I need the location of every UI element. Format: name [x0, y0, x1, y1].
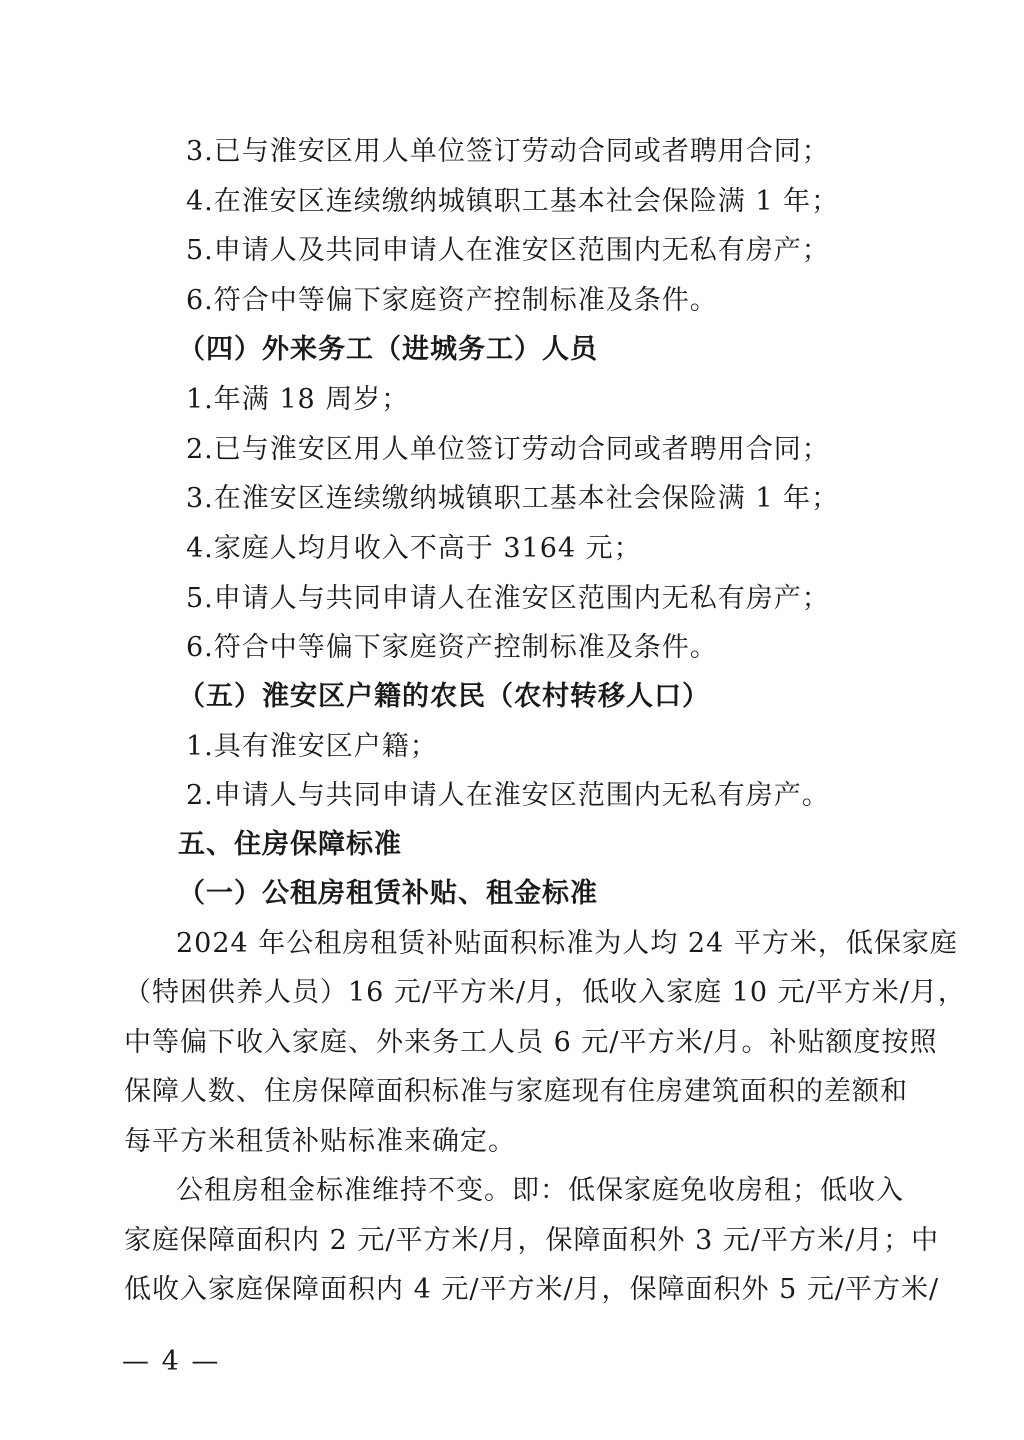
paragraph-line: 家庭保障面积内 2 元/平方米/月，保障面积外 3 元/平方米/月；中	[124, 1225, 940, 1256]
subsection-heading: （一）公租房租赁补贴、租金标准	[178, 878, 598, 909]
paragraph-line: 2024 年公租房租赁补贴面积标准为人均 24 平方米，低保家庭	[176, 928, 958, 959]
paragraph-line: （特困供养人员）16 元/平方米/月，低收入家庭 10 元/平方米/月，	[124, 977, 966, 1008]
list-item: 5.申请人及共同申请人在淮安区范围内无私有房产；	[186, 235, 830, 266]
list-item: 6.符合中等偏下家庭资产控制标准及条件。	[186, 632, 718, 663]
list-item: 4.家庭人均月收入不高于 3164 元；	[186, 533, 642, 564]
paragraph-line: 每平方米租赁补贴标准来确定。	[124, 1126, 516, 1157]
paragraph-line: 保障人数、住房保障面积标准与家庭现有住房建筑面积的差额和	[124, 1076, 908, 1107]
chapter-heading: 五、住房保障标准	[178, 829, 402, 860]
list-item: 5.申请人与共同申请人在淮安区范围内无私有房产；	[186, 583, 830, 614]
page-number: — 4 —	[122, 1346, 221, 1377]
list-item: 1.年满 18 周岁；	[186, 384, 410, 415]
paragraph-line: 低收入家庭保障面积内 4 元/平方米/月，保障面积外 5 元/平方米/	[124, 1274, 940, 1305]
section-heading: （四）外来务工（进城务工）人员	[178, 334, 598, 365]
list-item: 2.已与淮安区用人单位签订劳动合同或者聘用合同；	[186, 434, 830, 465]
list-item: 3.在淮安区连续缴纳城镇职工基本社会保险满 1 年；	[186, 483, 840, 514]
list-item: 4.在淮安区连续缴纳城镇职工基本社会保险满 1 年；	[186, 186, 840, 217]
paragraph-line: 公租房租金标准维持不变。即：低保家庭免收房租；低收入	[176, 1175, 904, 1206]
section-heading: （五）淮安区户籍的农民（农村转移人口）	[178, 681, 710, 712]
list-item: 2.申请人与共同申请人在淮安区范围内无私有房产。	[186, 780, 830, 811]
list-item: 3.已与淮安区用人单位签订劳动合同或者聘用合同；	[186, 136, 830, 167]
paragraph-line: 中等偏下收入家庭、外来务工人员 6 元/平方米/月。补贴额度按照	[124, 1027, 938, 1058]
list-item: 1.具有淮安区户籍；	[186, 731, 438, 762]
list-item: 6.符合中等偏下家庭资产控制标准及条件。	[186, 285, 718, 316]
